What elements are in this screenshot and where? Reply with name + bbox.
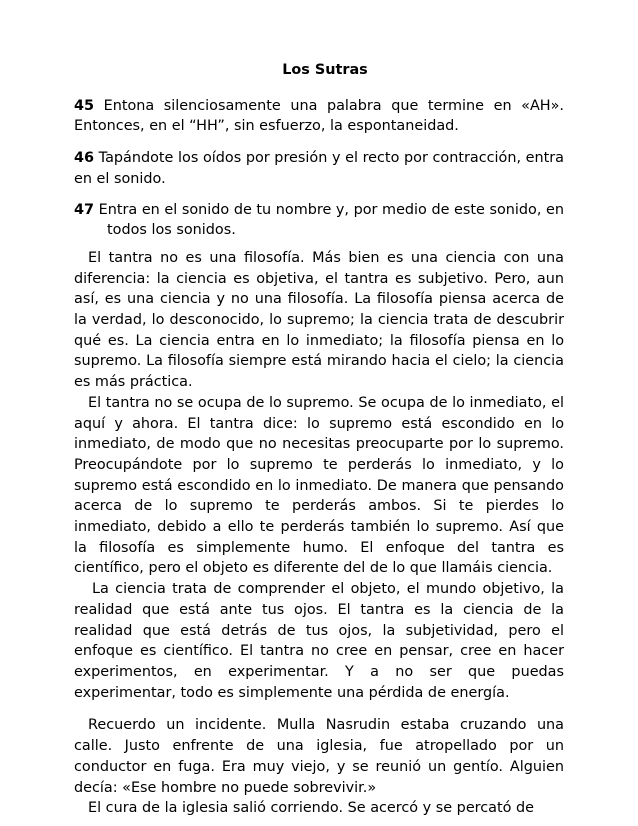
document-page [74, 60, 564, 819]
body-paragraph: La ciencia trata de comprender el objeto, el mundo objetivo, la realidad que está ante tus ojos. El tantra es la ciencia de la realidad que está detrás de tus ojos, la subjetividad, pero el enfoque es científico. El tantra no cree en pensar, cree en hacer experimentos, en experimentar. Y a no ser que puedas experimentar, todo es simplemente una pérdida de energía. [74, 581, 564, 701]
sutra-text: Entona silenciosamente una palabra que termine en «AH». Entonces, en el “HH”, sin esfuerzo, la espontaneidad. [74, 97, 564, 135]
sutra-number: 47 [74, 201, 95, 218]
sutra-number: 45 [74, 97, 95, 114]
body-paragraph: El tantra no es una filosofía. Más bien es una ciencia con una diferencia: la ciencia es objetiva, el tantra es subjetivo. Pero, aun así, es una ciencia y no una filosofía. La filosofía piensa acerca de la verdad, lo desconocido, lo supremo; la ciencia trata de descubrir qué es. La ciencia entra en lo inmediato; la filosofía piensa en lo supremo. La filosofía siempre está mirando hacia el cielo; la ciencia es más práctica. [74, 249, 564, 391]
sutra-45 [74, 96, 564, 137]
sutra-number: 46 [74, 150, 95, 167]
sutra-text: Entra en el sonido de tu nombre y, por medio de este sonido, en todos los sonidos. [98, 201, 564, 239]
body-paragraph: Recuerdo un incidente. Mulla Nasrudin estaba cruzando una calle. Justo enfrente de una iglesia, fue atropellado por un conductor en fuga. Era muy viejo, y se reunió un gentío. Alguien decía: «Ese hombre no puede sobrevivir.» [74, 717, 564, 796]
sutra-46 [74, 148, 564, 189]
sutra-text: Tapándote los oídos por presión y el recto por contracción, entra en el sonido. [74, 150, 565, 187]
body-paragraph: El cura de la iglesia salió corriendo. Se acercó y se percató de [88, 800, 535, 817]
page-title: Los Sutras [282, 62, 368, 78]
sutra-47 [74, 200, 564, 241]
body-paragraph: El tantra no se ocupa de lo supremo. Se ocupa de lo inmediato, el aquí y ahora. El tantra dice: lo supremo está escondido en lo inmediato, de modo que no necesitas preocuparte por lo supremo. Preocupándote por lo supremo te perderás lo inmediato, y lo supremo está escondido en lo inmediato. De manera que pensando acerca de lo supremo te perderás ambos. Si te pierdes lo inmediato, debido a ello te perderás también lo supremo. Así que la filosofía es simplemente humo. El enfoque del tantra es científico, pero el objeto es diferente del de lo que llamáis ciencia. [74, 394, 564, 577]
